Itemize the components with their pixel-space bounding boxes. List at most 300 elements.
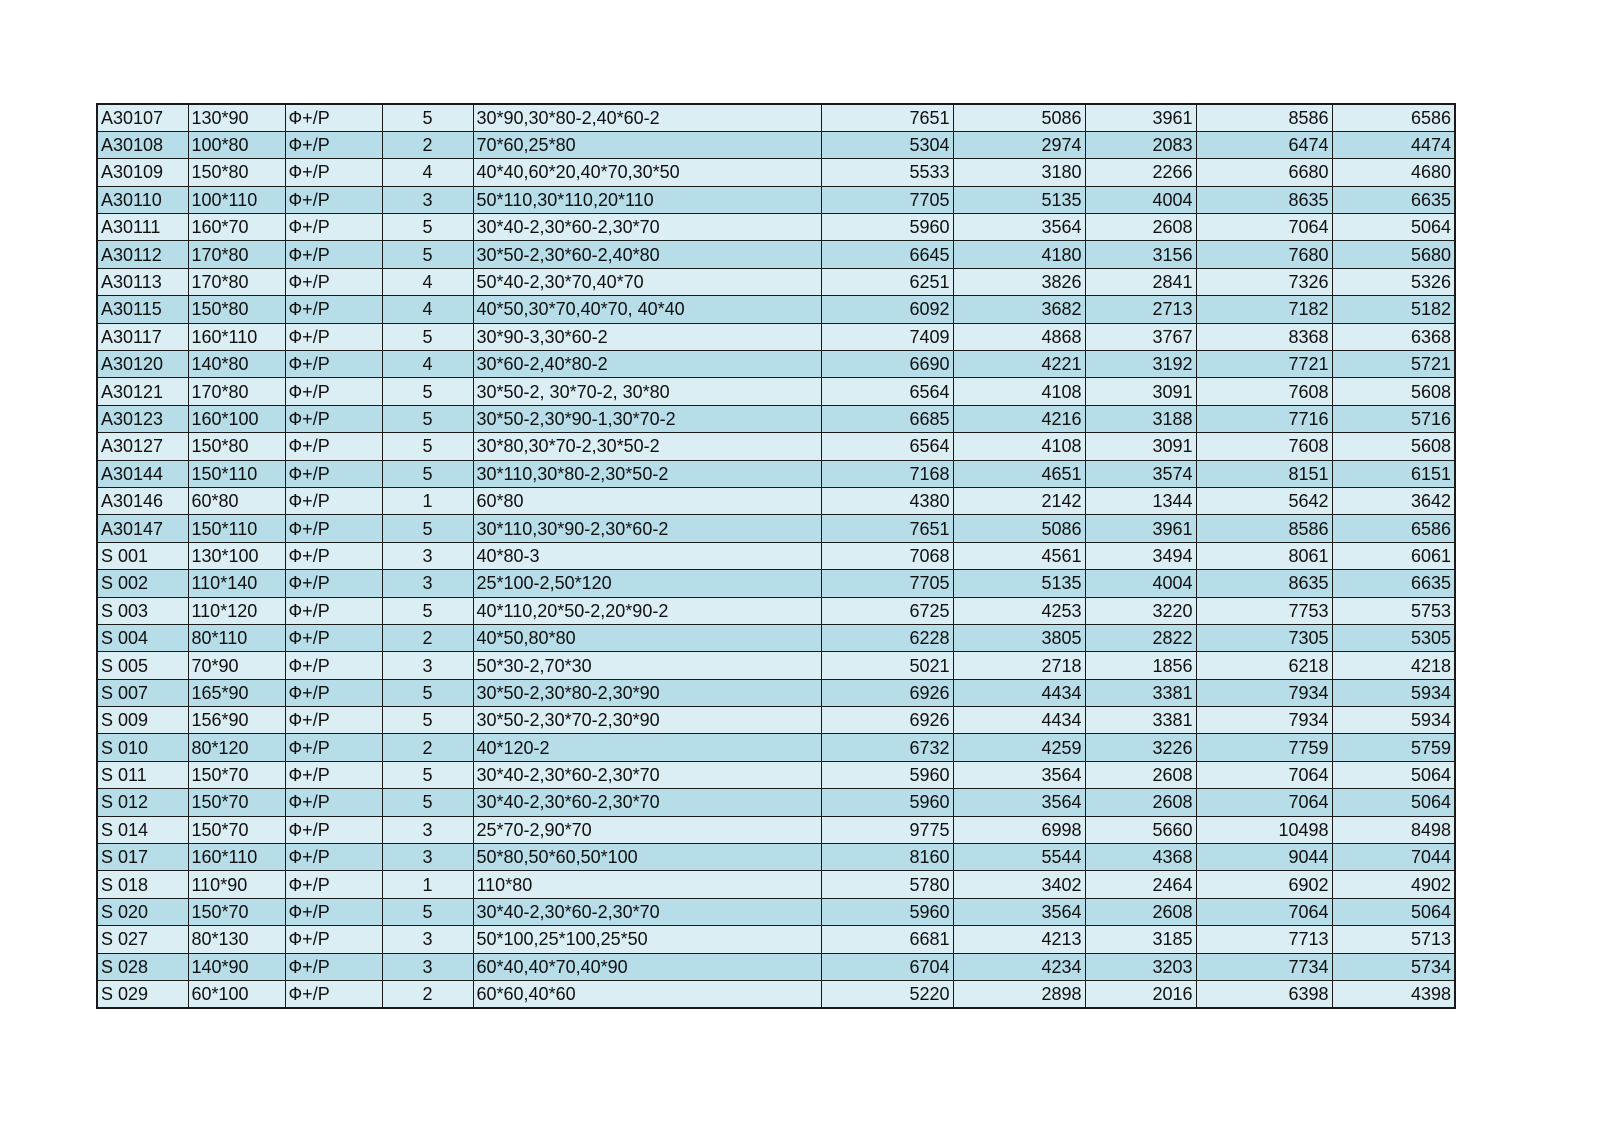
price-1-cell: 6926 (821, 707, 953, 734)
table-row (97, 296, 1455, 323)
quantity-cell: 5 (382, 214, 473, 241)
product-code-cell: A30117 (97, 323, 188, 350)
price-1-cell: 5780 (821, 871, 953, 898)
price-5-cell: 5182 (1332, 296, 1455, 323)
composition-cell: 50*30-2,70*30 (473, 652, 821, 679)
size-cell: 130*90 (188, 104, 285, 131)
table-row (97, 761, 1455, 788)
price-2-cell: 3564 (953, 789, 1085, 816)
composition-cell: 40*50,30*70,40*70, 40*40 (473, 296, 821, 323)
price-4-cell: 6474 (1196, 131, 1332, 158)
price-3-cell: 3091 (1085, 378, 1196, 405)
price-1-cell: 5533 (821, 159, 953, 186)
size-cell: 150*70 (188, 898, 285, 925)
price-2-cell: 3826 (953, 268, 1085, 295)
table-row (97, 323, 1455, 350)
quantity-cell: 2 (382, 131, 473, 158)
product-code-cell: S 029 (97, 981, 188, 1008)
price-1-cell: 5960 (821, 898, 953, 925)
price-1-cell: 6732 (821, 734, 953, 761)
price-3-cell: 2083 (1085, 131, 1196, 158)
composition-cell: 30*50-2,30*90-1,30*70-2 (473, 405, 821, 432)
price-5-cell: 4680 (1332, 159, 1455, 186)
price-3-cell: 2016 (1085, 981, 1196, 1008)
composition-cell: 30*50-2,30*70-2,30*90 (473, 707, 821, 734)
size-cell: 100*80 (188, 131, 285, 158)
product-code-cell: S 027 (97, 926, 188, 953)
price-3-cell: 3192 (1085, 351, 1196, 378)
price-2-cell: 3805 (953, 624, 1085, 651)
size-cell: 165*90 (188, 679, 285, 706)
size-cell: 80*130 (188, 926, 285, 953)
price-3-cell: 5660 (1085, 816, 1196, 843)
composition-cell: 30*50-2, 30*70-2, 30*80 (473, 378, 821, 405)
price-1-cell: 9775 (821, 816, 953, 843)
table-row (97, 871, 1455, 898)
price-2-cell: 4180 (953, 241, 1085, 268)
size-cell: 140*90 (188, 953, 285, 980)
product-code-cell: S 007 (97, 679, 188, 706)
table-row (97, 652, 1455, 679)
type-cell: Ф+/Р (285, 789, 382, 816)
size-cell: 170*80 (188, 241, 285, 268)
composition-cell: 50*80,50*60,50*100 (473, 844, 821, 871)
price-1-cell: 5304 (821, 131, 953, 158)
price-5-cell: 7044 (1332, 844, 1455, 871)
price-4-cell: 6902 (1196, 871, 1332, 898)
size-cell: 60*80 (188, 487, 285, 514)
price-4-cell: 7064 (1196, 214, 1332, 241)
product-code-cell: S 003 (97, 597, 188, 624)
price-2-cell: 3564 (953, 761, 1085, 788)
quantity-cell: 4 (382, 159, 473, 186)
price-4-cell: 7753 (1196, 597, 1332, 624)
price-5-cell: 5064 (1332, 789, 1455, 816)
table-row (97, 460, 1455, 487)
composition-cell: 40*40,60*20,40*70,30*50 (473, 159, 821, 186)
product-code-cell: A30109 (97, 159, 188, 186)
price-3-cell: 3961 (1085, 104, 1196, 131)
price-2-cell: 5135 (953, 570, 1085, 597)
product-code-cell: A30113 (97, 268, 188, 295)
price-1-cell: 5021 (821, 652, 953, 679)
type-cell: Ф+/Р (285, 707, 382, 734)
price-2-cell: 4434 (953, 679, 1085, 706)
price-2-cell: 4213 (953, 926, 1085, 953)
table-row (97, 515, 1455, 542)
price-3-cell: 2608 (1085, 898, 1196, 925)
price-2-cell: 4434 (953, 707, 1085, 734)
price-1-cell: 6681 (821, 926, 953, 953)
price-2-cell: 3682 (953, 296, 1085, 323)
price-1-cell: 6645 (821, 241, 953, 268)
size-cell: 150*70 (188, 789, 285, 816)
price-5-cell: 5934 (1332, 707, 1455, 734)
price-3-cell: 2464 (1085, 871, 1196, 898)
price-5-cell: 6061 (1332, 542, 1455, 569)
quantity-cell: 5 (382, 378, 473, 405)
price-3-cell: 2608 (1085, 789, 1196, 816)
product-code-cell: S 010 (97, 734, 188, 761)
size-cell: 160*110 (188, 844, 285, 871)
price-2-cell: 2142 (953, 487, 1085, 514)
price-1-cell: 6251 (821, 268, 953, 295)
price-1-cell: 7651 (821, 104, 953, 131)
price-1-cell: 7705 (821, 570, 953, 597)
type-cell: Ф+/Р (285, 268, 382, 295)
product-code-cell: A30123 (97, 405, 188, 432)
quantity-cell: 5 (382, 241, 473, 268)
table-row (97, 597, 1455, 624)
type-cell: Ф+/Р (285, 487, 382, 514)
table-row (97, 844, 1455, 871)
price-5-cell: 4218 (1332, 652, 1455, 679)
product-code-cell: A30121 (97, 378, 188, 405)
price-5-cell: 5326 (1332, 268, 1455, 295)
table-row (97, 268, 1455, 295)
price-5-cell: 5064 (1332, 761, 1455, 788)
price-1-cell: 5220 (821, 981, 953, 1008)
price-4-cell: 7759 (1196, 734, 1332, 761)
product-code-cell: S 028 (97, 953, 188, 980)
price-2-cell: 3564 (953, 214, 1085, 241)
type-cell: Ф+/Р (285, 515, 382, 542)
product-code-cell: A30144 (97, 460, 188, 487)
type-cell: Ф+/Р (285, 734, 382, 761)
quantity-cell: 2 (382, 981, 473, 1008)
quantity-cell: 5 (382, 789, 473, 816)
price-4-cell: 7721 (1196, 351, 1332, 378)
table-row (97, 624, 1455, 651)
type-cell: Ф+/Р (285, 898, 382, 925)
price-4-cell: 10498 (1196, 816, 1332, 843)
price-1-cell: 6564 (821, 433, 953, 460)
price-4-cell: 8368 (1196, 323, 1332, 350)
price-5-cell: 5716 (1332, 405, 1455, 432)
price-3-cell: 1344 (1085, 487, 1196, 514)
price-2-cell: 4108 (953, 433, 1085, 460)
type-cell: Ф+/Р (285, 241, 382, 268)
size-cell: 156*90 (188, 707, 285, 734)
quantity-cell: 3 (382, 844, 473, 871)
product-code-cell: S 009 (97, 707, 188, 734)
product-code-cell: S 014 (97, 816, 188, 843)
price-2-cell: 4221 (953, 351, 1085, 378)
price-5-cell: 5734 (1332, 953, 1455, 980)
price-2-cell: 4234 (953, 953, 1085, 980)
type-cell: Ф+/Р (285, 104, 382, 131)
product-code-cell: S 018 (97, 871, 188, 898)
size-cell: 160*70 (188, 214, 285, 241)
price-2-cell: 4561 (953, 542, 1085, 569)
price-1-cell: 7168 (821, 460, 953, 487)
type-cell: Ф+/Р (285, 871, 382, 898)
quantity-cell: 5 (382, 104, 473, 131)
price-5-cell: 5759 (1332, 734, 1455, 761)
price-2-cell: 4868 (953, 323, 1085, 350)
composition-cell: 30*110,30*80-2,30*50-2 (473, 460, 821, 487)
quantity-cell: 3 (382, 953, 473, 980)
price-5-cell: 6368 (1332, 323, 1455, 350)
price-5-cell: 5608 (1332, 433, 1455, 460)
price-4-cell: 7713 (1196, 926, 1332, 953)
price-1-cell: 7651 (821, 515, 953, 542)
quantity-cell: 5 (382, 460, 473, 487)
price-3-cell: 2713 (1085, 296, 1196, 323)
price-1-cell: 5960 (821, 761, 953, 788)
table-row (97, 214, 1455, 241)
product-code-cell: A30120 (97, 351, 188, 378)
composition-cell: 30*60-2,40*80-2 (473, 351, 821, 378)
price-1-cell: 8160 (821, 844, 953, 871)
quantity-cell: 2 (382, 734, 473, 761)
price-3-cell: 3574 (1085, 460, 1196, 487)
price-3-cell: 3156 (1085, 241, 1196, 268)
quantity-cell: 4 (382, 351, 473, 378)
quantity-cell: 4 (382, 296, 473, 323)
price-4-cell: 6398 (1196, 981, 1332, 1008)
composition-cell: 60*60,40*60 (473, 981, 821, 1008)
price-4-cell: 7934 (1196, 707, 1332, 734)
price-4-cell: 5642 (1196, 487, 1332, 514)
type-cell: Ф+/Р (285, 761, 382, 788)
price-3-cell: 3494 (1085, 542, 1196, 569)
price-3-cell: 3767 (1085, 323, 1196, 350)
type-cell: Ф+/Р (285, 597, 382, 624)
size-cell: 160*110 (188, 323, 285, 350)
price-2-cell: 4108 (953, 378, 1085, 405)
price-2-cell: 3564 (953, 898, 1085, 925)
table-row (97, 789, 1455, 816)
price-3-cell: 3381 (1085, 679, 1196, 706)
price-2-cell: 5135 (953, 186, 1085, 213)
price-4-cell: 8635 (1196, 570, 1332, 597)
price-1-cell: 7068 (821, 542, 953, 569)
quantity-cell: 3 (382, 186, 473, 213)
composition-cell: 50*40-2,30*70,40*70 (473, 268, 821, 295)
quantity-cell: 1 (382, 871, 473, 898)
type-cell: Ф+/Р (285, 926, 382, 953)
quantity-cell: 3 (382, 542, 473, 569)
price-2-cell: 5086 (953, 515, 1085, 542)
table-row (97, 816, 1455, 843)
price-3-cell: 2608 (1085, 214, 1196, 241)
product-code-cell: A30115 (97, 296, 188, 323)
price-5-cell: 8498 (1332, 816, 1455, 843)
price-3-cell: 3961 (1085, 515, 1196, 542)
composition-cell: 25*100-2,50*120 (473, 570, 821, 597)
quantity-cell: 5 (382, 515, 473, 542)
composition-cell: 60*80 (473, 487, 821, 514)
table-row (97, 104, 1455, 131)
price-4-cell: 8061 (1196, 542, 1332, 569)
product-code-cell: A30108 (97, 131, 188, 158)
composition-cell: 30*90-3,30*60-2 (473, 323, 821, 350)
price-1-cell: 7705 (821, 186, 953, 213)
table-row (97, 953, 1455, 980)
table-row (97, 542, 1455, 569)
product-code-cell: S 017 (97, 844, 188, 871)
quantity-cell: 3 (382, 926, 473, 953)
product-code-cell: A30146 (97, 487, 188, 514)
product-code-cell: A30110 (97, 186, 188, 213)
type-cell: Ф+/Р (285, 214, 382, 241)
table-row (97, 405, 1455, 432)
product-code-cell: S 012 (97, 789, 188, 816)
product-code-cell: S 011 (97, 761, 188, 788)
price-2-cell: 2718 (953, 652, 1085, 679)
price-3-cell: 2841 (1085, 268, 1196, 295)
quantity-cell: 5 (382, 433, 473, 460)
quantity-cell: 5 (382, 898, 473, 925)
composition-cell: 110*80 (473, 871, 821, 898)
type-cell: Ф+/Р (285, 351, 382, 378)
type-cell: Ф+/Р (285, 378, 382, 405)
price-3-cell: 3226 (1085, 734, 1196, 761)
product-code-cell: S 004 (97, 624, 188, 651)
price-5-cell: 5680 (1332, 241, 1455, 268)
product-code-cell: A30112 (97, 241, 188, 268)
table-row (97, 570, 1455, 597)
price-2-cell: 2974 (953, 131, 1085, 158)
table-row (97, 487, 1455, 514)
price-1-cell: 6092 (821, 296, 953, 323)
price-5-cell: 4398 (1332, 981, 1455, 1008)
price-5-cell: 3642 (1332, 487, 1455, 514)
size-cell: 150*70 (188, 816, 285, 843)
price-5-cell: 4902 (1332, 871, 1455, 898)
product-code-cell: S 002 (97, 570, 188, 597)
type-cell: Ф+/Р (285, 460, 382, 487)
price-2-cell: 4216 (953, 405, 1085, 432)
price-3-cell: 3203 (1085, 953, 1196, 980)
price-1-cell: 5960 (821, 214, 953, 241)
price-5-cell: 5608 (1332, 378, 1455, 405)
table-body (97, 104, 1455, 1008)
price-1-cell: 6926 (821, 679, 953, 706)
composition-cell: 30*40-2,30*60-2,30*70 (473, 789, 821, 816)
price-2-cell: 4253 (953, 597, 1085, 624)
price-1-cell: 6564 (821, 378, 953, 405)
price-2-cell: 2898 (953, 981, 1085, 1008)
composition-cell: 40*50,80*80 (473, 624, 821, 651)
price-4-cell: 8586 (1196, 104, 1332, 131)
price-2-cell: 5086 (953, 104, 1085, 131)
price-5-cell: 5305 (1332, 624, 1455, 651)
quantity-cell: 3 (382, 570, 473, 597)
price-1-cell: 6228 (821, 624, 953, 651)
price-2-cell: 4259 (953, 734, 1085, 761)
quantity-cell: 3 (382, 816, 473, 843)
price-4-cell: 9044 (1196, 844, 1332, 871)
size-cell: 110*120 (188, 597, 285, 624)
price-5-cell: 6151 (1332, 460, 1455, 487)
product-code-cell: A30111 (97, 214, 188, 241)
type-cell: Ф+/Р (285, 542, 382, 569)
composition-cell: 40*110,20*50-2,20*90-2 (473, 597, 821, 624)
size-cell: 110*140 (188, 570, 285, 597)
quantity-cell: 5 (382, 761, 473, 788)
composition-cell: 30*80,30*70-2,30*50-2 (473, 433, 821, 460)
composition-cell: 30*40-2,30*60-2,30*70 (473, 214, 821, 241)
price-3-cell: 2608 (1085, 761, 1196, 788)
quantity-cell: 5 (382, 597, 473, 624)
price-4-cell: 7326 (1196, 268, 1332, 295)
price-2-cell: 3402 (953, 871, 1085, 898)
price-1-cell: 5960 (821, 789, 953, 816)
price-1-cell: 6725 (821, 597, 953, 624)
type-cell: Ф+/Р (285, 844, 382, 871)
product-code-cell: A30127 (97, 433, 188, 460)
price-4-cell: 7716 (1196, 405, 1332, 432)
type-cell: Ф+/Р (285, 953, 382, 980)
price-1-cell: 6685 (821, 405, 953, 432)
composition-cell: 30*50-2,30*80-2,30*90 (473, 679, 821, 706)
type-cell: Ф+/Р (285, 323, 382, 350)
composition-cell: 50*110,30*110,20*110 (473, 186, 821, 213)
table-row (97, 926, 1455, 953)
price-5-cell: 5713 (1332, 926, 1455, 953)
price-5-cell: 6635 (1332, 570, 1455, 597)
price-4-cell: 7064 (1196, 898, 1332, 925)
type-cell: Ф+/Р (285, 186, 382, 213)
type-cell: Ф+/Р (285, 816, 382, 843)
price-5-cell: 5721 (1332, 351, 1455, 378)
price-4-cell: 7182 (1196, 296, 1332, 323)
type-cell: Ф+/Р (285, 981, 382, 1008)
composition-cell: 30*90,30*80-2,40*60-2 (473, 104, 821, 131)
composition-cell: 30*50-2,30*60-2,40*80 (473, 241, 821, 268)
price-4-cell: 7934 (1196, 679, 1332, 706)
size-cell: 110*90 (188, 871, 285, 898)
composition-cell: 70*60,25*80 (473, 131, 821, 158)
quantity-cell: 4 (382, 268, 473, 295)
product-code-cell: S 005 (97, 652, 188, 679)
quantity-cell: 5 (382, 679, 473, 706)
product-code-cell: A30147 (97, 515, 188, 542)
type-cell: Ф+/Р (285, 433, 382, 460)
price-3-cell: 3185 (1085, 926, 1196, 953)
type-cell: Ф+/Р (285, 131, 382, 158)
size-cell: 150*80 (188, 159, 285, 186)
price-4-cell: 7064 (1196, 789, 1332, 816)
composition-cell: 60*40,40*70,40*90 (473, 953, 821, 980)
price-3-cell: 3381 (1085, 707, 1196, 734)
size-cell: 150*80 (188, 433, 285, 460)
price-5-cell: 5064 (1332, 214, 1455, 241)
composition-cell: 40*80-3 (473, 542, 821, 569)
type-cell: Ф+/Р (285, 405, 382, 432)
type-cell: Ф+/Р (285, 296, 382, 323)
price-3-cell: 2822 (1085, 624, 1196, 651)
table-row (97, 707, 1455, 734)
table-row (97, 898, 1455, 925)
product-code-cell: S 020 (97, 898, 188, 925)
size-cell: 60*100 (188, 981, 285, 1008)
price-3-cell: 4004 (1085, 186, 1196, 213)
price-4-cell: 7608 (1196, 433, 1332, 460)
composition-cell: 50*100,25*100,25*50 (473, 926, 821, 953)
product-code-cell: A30107 (97, 104, 188, 131)
table-row (97, 131, 1455, 158)
quantity-cell: 5 (382, 707, 473, 734)
size-cell: 80*120 (188, 734, 285, 761)
price-1-cell: 6690 (821, 351, 953, 378)
quantity-cell: 5 (382, 405, 473, 432)
price-4-cell: 7608 (1196, 378, 1332, 405)
table-row (97, 734, 1455, 761)
price-4-cell: 8635 (1196, 186, 1332, 213)
